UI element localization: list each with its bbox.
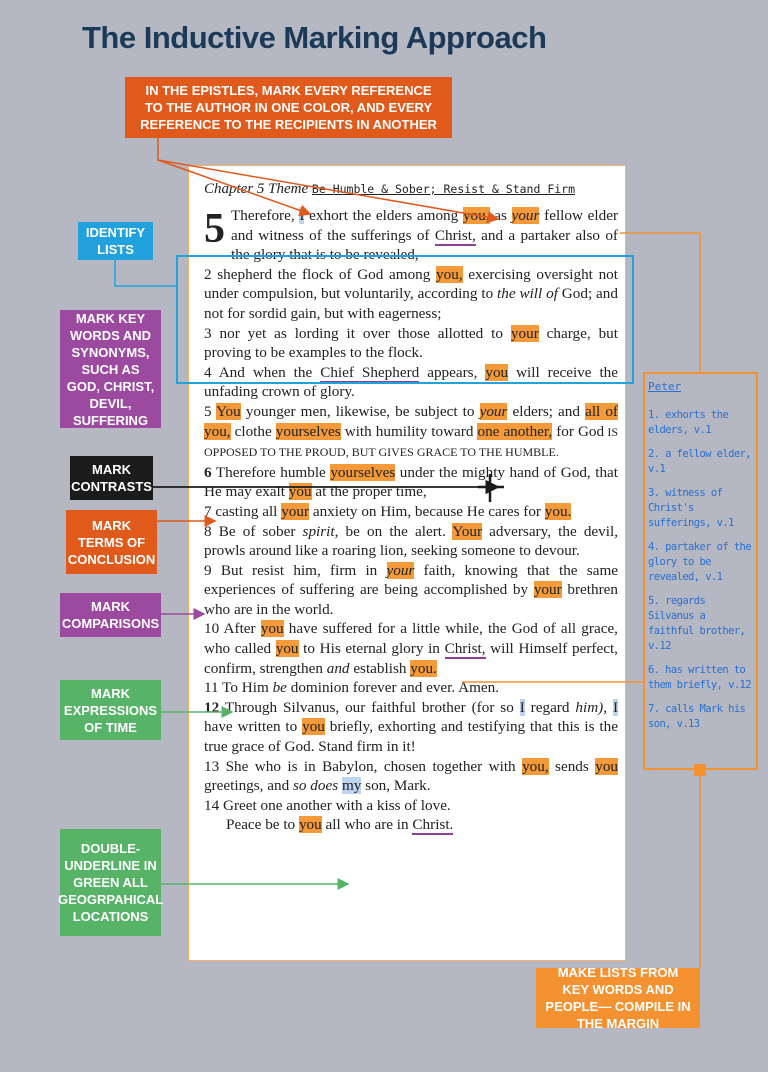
list-item: 5. regards Silvanus a faithful brother, v.12: [648, 595, 746, 652]
theme-label: Chapter 5 Theme: [204, 181, 309, 197]
chief-shepherd-mark: Chief Shepherd: [320, 363, 420, 381]
verse-text: charge, but proving to be examples to the flock.: [204, 324, 618, 362]
verse-text: IS OPPOSED TO THE PROUD, BUT GIVES GRACE TO THE HUMBLE.: [204, 424, 618, 460]
list-top-connector: [620, 233, 700, 372]
verse-text: 14 Greet one another with a kiss of love.: [204, 796, 451, 814]
god-mark: God: [560, 463, 587, 481]
verse-text: 13 She who is in Babylon, chosen together with: [204, 757, 523, 775]
verse-text: 5: [204, 402, 217, 420]
verse-text: faith, knowing that the same experiences of suffering are being accomplished by: [204, 561, 619, 599]
verse-text: 3 nor yet as lording it over those allotted to: [204, 324, 511, 342]
verse-text: Therefore humble: [211, 463, 331, 481]
recipient-mark: your: [281, 502, 310, 520]
recipient-mark: you: [275, 640, 299, 658]
margin-list-heading: Peter: [648, 380, 682, 393]
verse-text: 2 shepherd the flock of: [204, 265, 358, 283]
verse-text: dominion forever and ever. Amen.: [286, 679, 500, 697]
recipient-mark: you: [260, 620, 284, 638]
recipient-mark: your: [386, 561, 415, 579]
contrast-cross: [478, 474, 504, 502]
verse-text: may exalt: [221, 483, 289, 501]
list-item: 3. witness of Christ's sufferings, v.1: [648, 487, 734, 529]
verse-text: have written to: [204, 718, 303, 736]
verse-text: Peace be to: [226, 816, 299, 834]
verse-text: fellow elder and: [231, 207, 619, 244]
chapter-number: 5: [204, 206, 225, 252]
recipient-mark: you: [302, 718, 325, 736]
verse-text: clothe: [230, 422, 276, 440]
verse-text: Therefore,: [231, 207, 300, 224]
verse-text: spirit,: [302, 522, 339, 540]
verse-text: under the mighty hand of: [395, 463, 561, 481]
page-title: The Inductive Marking Approach: [82, 20, 547, 55]
god-mark: God: [284, 738, 311, 756]
verse-text: all who are in: [321, 816, 413, 834]
god-mark: He: [204, 483, 222, 501]
author-mark: I: [519, 698, 525, 716]
verse-text: establish: [349, 659, 411, 677]
god-mark: His: [319, 640, 341, 658]
god-mark: Him: [241, 679, 269, 697]
list-item: 7. calls Mark his son, v.13: [648, 703, 746, 730]
recipient-mark: You: [216, 402, 241, 420]
author-mark: my: [341, 777, 362, 795]
verse-text: have suffered for a little while, the: [283, 620, 512, 638]
verse-text: brethren who are in the world.: [204, 581, 618, 618]
label-contrasts: MARK CONTRASTS: [70, 456, 153, 500]
recipient-mark: you,: [462, 207, 490, 224]
verse-text: younger men, likewise, be subject to: [240, 402, 480, 420]
verse-text: regard: [524, 698, 576, 716]
verse-text: 10 After: [204, 620, 261, 638]
recipient-mark: you: [485, 363, 509, 381]
verse-text: the will of: [497, 285, 558, 303]
verse-text: will: [485, 640, 519, 658]
god-mark: God: [357, 265, 384, 283]
god-mark: God: [557, 285, 588, 303]
verse-text: of all grace, who called: [204, 620, 618, 658]
god-mark: Him: [380, 502, 408, 520]
verse-text: Through Silvanus, our faithful brother (for so: [219, 698, 520, 716]
label-key-words: MARK KEY WORDS AND SYNONYMS, SUCH AS GOD, CHRIST, DEVIL, SUFFERING: [60, 310, 161, 428]
recipient-mark: your: [510, 324, 539, 342]
epistles-connector-2: [158, 160, 310, 214]
verse-text: witness of the sufferings of: [258, 226, 435, 244]
verse-text: and a partaker also of the glory that is to be revealed,: [231, 226, 618, 264]
verse-text: adversary, the devil, prowls around like a roaring lion, seeking someone to devour.: [204, 522, 618, 560]
list-item: 6. has written to them briefly, v.12: [648, 664, 751, 691]
verse-text: 7 casting all: [204, 502, 282, 520]
recipient-mark: you: [288, 483, 312, 501]
verse-text: anxiety on: [309, 502, 381, 520]
verse-text: be on the alert.: [338, 522, 453, 540]
verse-text: so does: [293, 777, 339, 795]
recipient-mark: Your: [452, 522, 483, 540]
label-identify-lists: IDENTIFY LISTS: [78, 222, 153, 260]
verse-text: appears,: [419, 363, 486, 381]
label-geography: DOUBLE-UNDERLINE IN GREEN ALL GEOGRPAHICAL LOCATIONS: [60, 829, 161, 936]
recipient-mark: you: [298, 816, 322, 834]
author-mark: I: [299, 207, 305, 224]
recipient-mark: your: [479, 402, 508, 420]
list-anchor-square: [694, 764, 706, 776]
author-mark: I: [612, 698, 618, 716]
recipient-mark: you,: [436, 265, 463, 283]
label-make-lists: MAKE LISTS FROM KEY WORDS AND PEOPLE— COMPILE IN THE MARGIN: [536, 968, 700, 1028]
recipient-mark: all of you,: [204, 402, 618, 440]
label-epistles: IN THE EPISTLES, MARK EVERY REFERENCE TO THE AUTHOR IN ONE COLOR, AND EVERY REFERENCE TO THE RECIPIENTS IN ANOTHER: [125, 77, 452, 138]
verse-text: elders; and: [507, 402, 586, 420]
label-conclusion: MARK TERMS OF CONCLUSION: [66, 510, 157, 574]
recipient-mark: you.: [410, 659, 437, 677]
verse-text: him),: [575, 698, 608, 716]
god-mark: He: [466, 502, 485, 520]
verse-text: be: [268, 679, 287, 697]
christ-mark: Christ,: [434, 226, 476, 244]
verse-text: sends: [548, 757, 596, 775]
god-mark: Himself: [518, 640, 568, 658]
god-mark: God: [511, 620, 538, 638]
recipient-mark: one another,: [477, 422, 553, 440]
verse-text: greetings, and: [204, 777, 293, 795]
verse-text: exhort the elders among: [304, 207, 463, 224]
verse-text: at the proper time,: [311, 483, 427, 501]
god-mark: God: [577, 422, 605, 440]
verse-text: briefly, exhorting and testifying that this is the true grace of: [204, 718, 618, 756]
verse-text: 4 And when the: [204, 363, 321, 381]
recipient-mark: yourselves: [275, 422, 341, 440]
list-item: 4. partaker of the glory to be revealed, v.1: [648, 541, 751, 583]
verse-number: 12: [204, 698, 220, 716]
christ-mark: Christ.: [412, 816, 454, 834]
identify-lists-connector: [115, 260, 176, 286]
verse-text: 8 Be of sober: [204, 522, 303, 540]
list-item: 1. exhorts the elders, v.1: [648, 409, 729, 436]
verse-text: for: [552, 422, 578, 440]
recipient-mark: you,: [522, 757, 549, 775]
verse-text: will receive the unfading crown of glory.: [204, 363, 618, 401]
verse-text: 9 But resist him, firm in: [204, 561, 387, 579]
label-comparisons: MARK COMPARISONS: [60, 593, 161, 637]
verse-text: , that: [586, 463, 619, 481]
recipient-mark: your: [533, 581, 562, 599]
theme-text: Be Humble & Sober; Resist & Stand Firm: [311, 182, 576, 196]
recipient-mark: you: [595, 757, 619, 775]
christ-mark: Christ,: [444, 640, 486, 658]
verse-text: , because: [407, 502, 467, 520]
verse-text: to: [298, 640, 320, 658]
verse-text: among: [383, 265, 437, 283]
recipient-mark: you.: [544, 502, 572, 520]
recipient-mark: yourselves: [330, 463, 396, 481]
verse-text: perfect, confirm, strengthen: [204, 640, 618, 677]
verse-text: and: [326, 659, 350, 677]
verse-text: . Stand firm in it!: [310, 738, 416, 756]
verse-text: exercising oversight not under compulsion, but voluntarily, according to: [204, 265, 618, 303]
verse-text: ; and not for sordid gain, but with eagerness;: [204, 285, 618, 322]
list-item: 2. a fellow elder, v.1: [648, 448, 751, 475]
verse-text: 11 To: [204, 679, 242, 697]
recipient-mark: your: [511, 207, 540, 224]
verse-text: with humility toward: [340, 422, 478, 440]
label-time: MARK EXPRESSIONS OF TIME: [60, 680, 161, 740]
verse-number: 6: [204, 463, 212, 481]
verse-text: cares for: [484, 502, 545, 520]
verse-text: son, Mark.: [361, 777, 431, 795]
verse-text: as: [489, 207, 512, 224]
verse-text: eternal glory in: [340, 640, 445, 658]
